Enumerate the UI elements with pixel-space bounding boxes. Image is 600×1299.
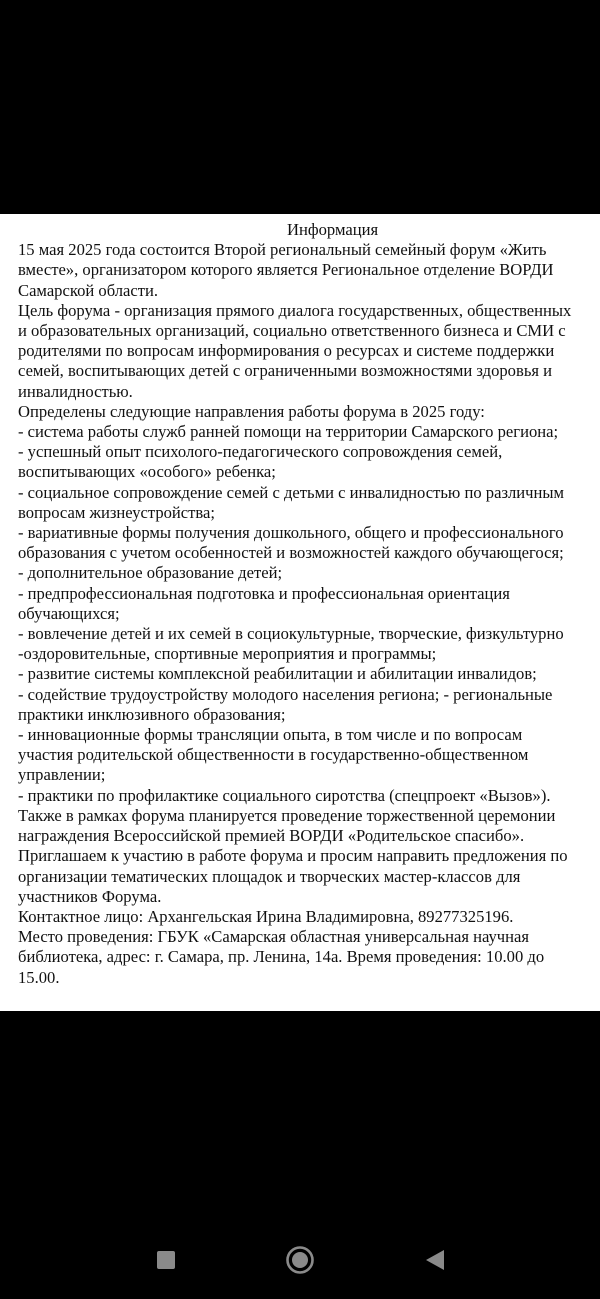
document-line: Контактное лицо: Архангельская Ирина Владимировна, 89277325196. [18, 906, 514, 926]
document-line: - успешный опыт психолого-педагогического сопровождения семей, [18, 442, 503, 462]
document-line: - система работы служб ранней помощи на территории Самарского региона; [18, 422, 559, 442]
document-line: - практики по профилактике социального сиротства (спецпроект «Вызов»). [18, 785, 551, 805]
document-line: Приглашаем к участию в работе форума и просим направить предложения по [18, 846, 568, 866]
document-text [0, 214, 600, 988]
document-line: - дополнительное образование детей; [18, 563, 283, 583]
document-line: Определены следующие направления работы форума в 2025 году: [18, 401, 485, 421]
document-line: - вовлечение детей и их семей в социокультурные, творческие, физкультурно [18, 624, 564, 644]
document-image [0, 214, 600, 1011]
home-button[interactable] [284, 1244, 316, 1276]
document-line: родителями по вопросам информирования о ресурсах и системе поддержки [18, 341, 555, 361]
document-line: и образовательных организаций, социально ответственного бизнеса и СМИ с [18, 321, 566, 341]
document-line: - содействие трудоустройству молодого населения региона; - региональные [18, 684, 553, 704]
document-line: участников Форума. [18, 886, 162, 906]
document-line: Самарской области. [18, 280, 159, 300]
navigation-bar [0, 1220, 600, 1299]
document-line: управлении; [18, 765, 106, 785]
document-line: обучающихся; [18, 603, 120, 623]
square-icon [156, 1250, 176, 1270]
document-line: -оздоровительные, спортивные мероприятия и программы; [18, 644, 437, 664]
document-line: - развитие системы комплексной реабилитации и абилитации инвалидов; [18, 664, 537, 684]
document-line: Место проведения: ГБУК «Самарская областная универсальная научная [18, 927, 530, 947]
document-line: Также в рамках форума планируется проведение торжественной церемонии [18, 805, 556, 825]
document-line: вопросам жизнеустройства; [18, 502, 216, 522]
document-line: участия родительской общественности в государственно-общественном [18, 745, 529, 765]
document-line: семей, воспитывающих детей с ограниченными возможностями здоровья и [18, 361, 553, 381]
document-line: библиотека, адрес: г. Самара, пр. Ленина, 14а. Время проведения: 10.00 до [18, 947, 545, 967]
document-line: Цель форума - организация прямого диалога государственных, общественных [18, 300, 572, 320]
document-line: награждения Всероссийской премией ВОРДИ «Родительское спасибо». [18, 826, 525, 846]
document-line: 15.00. [18, 967, 60, 987]
document-line: - инновационные формы трансляции опыта, в том числе и по вопросам [18, 725, 523, 745]
document-line: инвалидностью. [18, 381, 133, 401]
recents-button[interactable] [150, 1244, 182, 1276]
document-body [18, 240, 600, 988]
document-line: - предпрофессиональная подготовка и профессиональная ориентация [18, 583, 510, 603]
document-line: - социальное сопровождение семей с детьми с инвалидностью по различным [18, 482, 565, 502]
document-line: воспитывающих «особого» ребенка; [18, 462, 276, 482]
document-line: организации тематических площадок и творческих мастер-классов для [18, 866, 521, 886]
document-title: Информация [287, 220, 379, 239]
document-line: - вариативные формы получения дошкольного, общего и профессионального [18, 523, 564, 543]
document-line: образования с учетом особенностей и возможностей каждого обучающегося; [18, 543, 564, 563]
document-line: практики инклюзивного образования; [18, 704, 286, 724]
circle-home-icon [285, 1245, 315, 1275]
back-button[interactable] [419, 1244, 451, 1276]
triangle-back-icon [424, 1249, 446, 1271]
document-line: 15 мая 2025 года состоится Второй региональный семейный форум «Жить [18, 240, 547, 260]
document-line: вместе», организатором которого является Региональное отделение ВОРДИ [18, 260, 554, 280]
